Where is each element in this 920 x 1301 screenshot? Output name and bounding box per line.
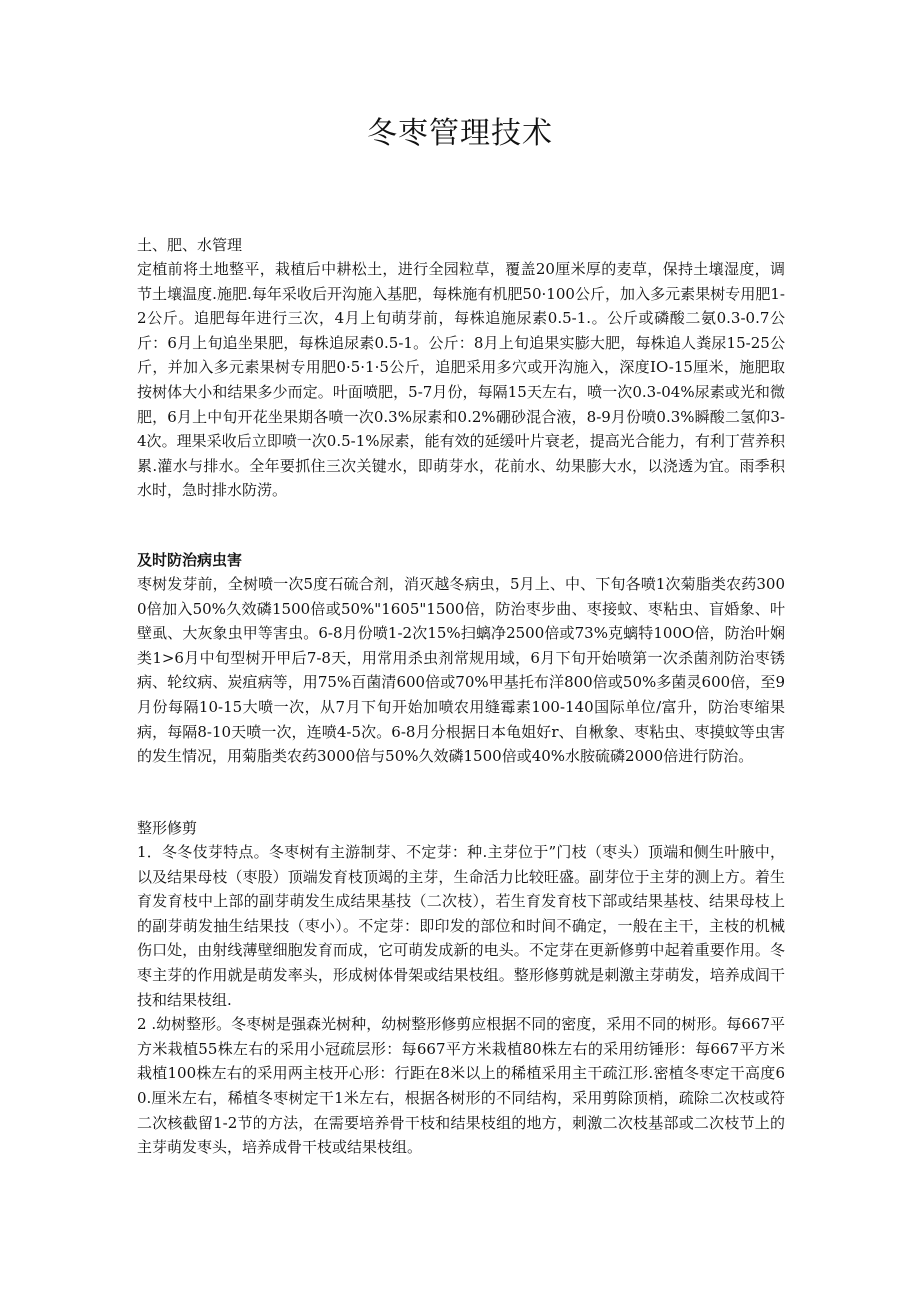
section-pest-control	[137, 548, 785, 769]
section-paragraph: 枣树发芽前，全树喷一次5度石硫合剂，消灭越冬病虫，5月上、中、下旬各喷1次菊脂类农药3000倍加入50%久效磷1500倍或50%"1605"1500倍，防治枣步曲、枣接蚊、枣粘虫、盲婚象、叶壁虱、大灰象虫甲等害虫。6-8月份喷1-2次15%扫螭净2500倍或73%克螭特100O倍，防治叶娴类1>6月中旬型树开甲后7-8天，用常用杀虫剂常规用域，6月下旬开始喷第一次杀菌剂防治枣锈病、轮纹病、炭疽病等，用75%百菌清600倍或70%甲基托布洋800倍或50%多菌灵600倍，至9月份每隔10-15大喷一次，从7月下旬开始加喷农用缝霉素100-140国际单位/富升，防治枣缩果病，每隔8-10天喷一次，连喷4-5次。6-8月分根据日本龟姐好r、自楸象、枣粘虫、枣摸蚊等虫害的发生情况，用菊脂类农药3000倍与50%久效磷1500倍或40%水胺硫磷2000倍进行防治。	[137, 575, 785, 766]
document-title: 冬枣管理技术	[367, 116, 553, 151]
section-paragraph: 1．冬冬伎芽特点。冬枣树有主游制芽、不定芽：种.主芽位于”门枝（枣头）顶端和侧生叶腋中，以及结果母枝（枣股）顶端发育枝顶竭的主芽，生命活力比较旺盛。副芽位于主芽的测上方。着生育发育枝中上部的副芽萌发生成结果基技（二次枝），若生育发育枝下部或结果基枝、结果母枝上的副芽萌发抽生结果技（枣小）。不定芽：即印发的部位和时间不确定，一般在主干，主枝的机械伤口处，由射线薄壁细胞发育而成，它可萌发成新的电头。不定芽在更新修剪中起着重要作用。冬枣主芽的作用就是萌发率头，形成树体骨架或结果枝组。整形修剪就是刺激主芽萌发，培养成闾干技和结果枝组.	[137, 843, 785, 1009]
section-heading: 整形修剪	[137, 819, 198, 837]
section-heading: 土、肥、水管理	[137, 236, 243, 254]
section-soil-fertilizer-water	[137, 233, 785, 503]
section-paragraph: 定植前将土地整平，栽植后中耕松土，进行全园粒草，覆盖20厘米厚的麦草，保持土壤湿度，调节土壤温度.施肥.每年采收后开沟施入基肥，每株施有机肥50·100公斤，加入多元素果树专用肥1-2公斤。追肥每年进行三次，4月上旬萌芽前，每株追施尿素0.5-1.。公斤或磷酸二氨0.3-0.7公斤：6月上旬追坐果肥，每株追尿素0.5-1。公斤：8月上旬追果实膨大肥，每株追人粪尿15-25公斤，并加入多元素果树专用肥0·5·1·5公斤，追肥采用多穴或开沟施入，深度IO-15厘米，施肥取按树体大小和结果多少而定。叶面喷肥，5-7月份，每隔15天左右，喷一次0.3-04%尿素或光和微肥，6月上中旬开花坐果期各喷一次0.3%尿素和0.2%硼砂混合液，8-9月份喷0.3%瞬酸二氢仰3-4次。理果采收后立即喷一次0.5-1%尿素，能有效的延缓叶片衰老，提高光合能力，有利丁营养积累.灌水与排水。全年要抓住三次关键水，即萌芽水，花前水、幼果膨大水，以浇透为宜。雨季积水时，急时排水防涝。	[137, 260, 785, 500]
section-pruning	[137, 816, 785, 1160]
section-heading: 及时防治病虫害	[137, 551, 243, 569]
section-paragraph: 2 .幼树整形。冬枣树是强森光树种，幼树整形修剪应根据不同的密度，采用不同的树形。每667平方米栽植55株左右的采用小冠疏层形：每667平方米栽植80株左右的采用纺锤形：每667平方米栽植100株左右的采用两主枝开心形：行距在8米以上的稀植采用主干疏江形.密植冬枣定干高度60.厘米左右，稀植冬枣树定干1米左右，根据各树形的不同结构，采用剪除顶梢，疏除二次枝或符二次核截留1-2节的方法，在需要培养骨干枝和结果枝组的地方，刺激二次枝基部或二次枝节上的主芽萌发枣头，培养成骨干枝或结果枝组。	[137, 1015, 785, 1157]
